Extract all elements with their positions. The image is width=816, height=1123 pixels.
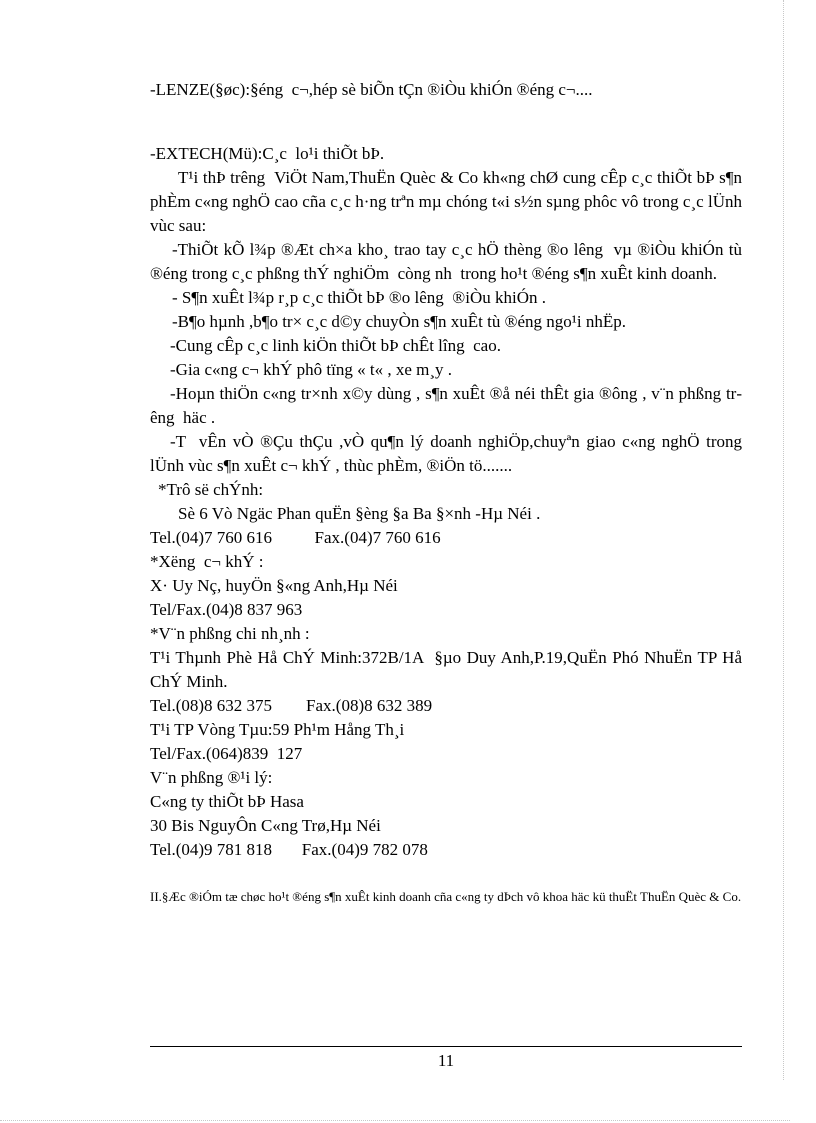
service-item: - S¶n xuÊt l¾p r¸p c¸c thiÕt bÞ ®o lêng ®iÒu khiÓn . bbox=[172, 288, 546, 307]
service-item: -Gia c«ng c¬ khÝ phô tïng « t« , xe m¸y . bbox=[170, 360, 453, 379]
paragraph-lenze: -LENZE(§øc):§éng c¬,hép sè biÕn tÇn ®iÒu khiÓn ®éng c¬.... bbox=[150, 80, 593, 99]
heading-head-office: *Trô së chÝnh: bbox=[158, 480, 264, 499]
service-item: -Hoµn thiÖn c«ng tr×nh x©y dùng , s¶n xuÊt ®å néi thÊt gia ®ông , v¨n phßng trêng häc . bbox=[150, 384, 742, 427]
address-line: Sè 6 Vò Ngäc Phan quËn §èng §a Ba §×nh -Hµ Néi . bbox=[178, 504, 541, 523]
paragraph-intro: T¹i thÞ trêng ViÖt Nam,ThuËn Quèc & Co kh«ng chØ cung cÊp c¸c thiÕt bÞ s¶n phÈm c«ng nghÖ cao cña c¸c h·ng trªn mµ chóng t«i s½n sµng phôc vô trong c¸c lÜnh vùc sau: bbox=[150, 168, 747, 235]
page-border-right bbox=[783, 0, 784, 1080]
address-line: T¹i Thµnh Phè Hå ChÝ Minh:372B/1A §µo Duy Anh,P.19,QuËn Phó NhuËn TP Hå ChÝ Minh. bbox=[150, 648, 747, 691]
heading-agency-office: V¨n phßng ®¹i lý: bbox=[150, 768, 273, 787]
address-line: 30 Bis NguyÔn C«ng Trø,Hµ Néi bbox=[150, 816, 381, 835]
contact-line: Tel.(04)9 781 818 Fax.(04)9 782 078 bbox=[150, 840, 428, 859]
contact-line: Tel.(08)8 632 375 Fax.(08)8 632 389 bbox=[150, 696, 433, 715]
address-line: T¹i TP Vòng Tµu:59 Ph¹m Hång Th¸i bbox=[150, 720, 405, 739]
heading-workshop: *Xëng c¬ khÝ : bbox=[150, 552, 264, 571]
page-body bbox=[150, 78, 747, 907]
paragraph-extech: -EXTECH(Mü):C¸c lo¹i thiÕt bÞ. bbox=[150, 144, 385, 163]
company-name: C«ng ty thiÕt bÞ Hasa bbox=[150, 792, 304, 811]
service-item: -T vÊn vÒ ®Çu thÇu ,vÒ qu¶n lý doanh nghiÖp,chuyªn giao c«ng nghÖ trong lÜnh vùc s¶n xuÊt c¬ khÝ , thùc phÈm, ®iÖn tö....... bbox=[150, 432, 747, 475]
contact-line: Tel/Fax.(064)839 127 bbox=[150, 744, 303, 763]
page-border-bottom bbox=[0, 1120, 790, 1121]
service-item: -B¶o hµnh ,b¶o tr× c¸c d©y chuyÒn s¶n xuÊt tù ®éng ngo¹i nhËp. bbox=[172, 312, 626, 331]
heading-branch-office: *V¨n phßng chi nh¸nh : bbox=[150, 624, 310, 643]
contact-line: Tel/Fax.(04)8 837 963 bbox=[150, 600, 303, 619]
section-heading-note: II.§Æc ®iÓm tæ chøc ho¹t ®éng s¶n xuÊt kinh doanh cña c«ng ty dÞch vô khoa häc kü thuËt ThuËn Quèc & Co. bbox=[150, 889, 742, 904]
address-line: X· Uy Nç, huyÖn §«ng Anh,Hµ Néi bbox=[150, 576, 398, 595]
contact-line: Tel.(04)7 760 616 Fax.(04)7 760 616 bbox=[150, 528, 441, 547]
footer-rule bbox=[150, 1046, 742, 1047]
page-number: 11 bbox=[437, 1051, 455, 1070]
service-item: -Cung cÊp c¸c linh kiÖn thiÕt bÞ chÊt lîng cao. bbox=[170, 336, 501, 355]
service-item: -ThiÕt kÕ l¾p ®Æt ch×a kho¸ trao tay c¸c hÖ thèng ®o lêng vµ ®iÒu khiÓn tù ®éng trong c¸c phßng thÝ nghiÖm còng nh trong ho¹t ®éng s¶n xuÊt kinh doanh. bbox=[150, 240, 747, 283]
